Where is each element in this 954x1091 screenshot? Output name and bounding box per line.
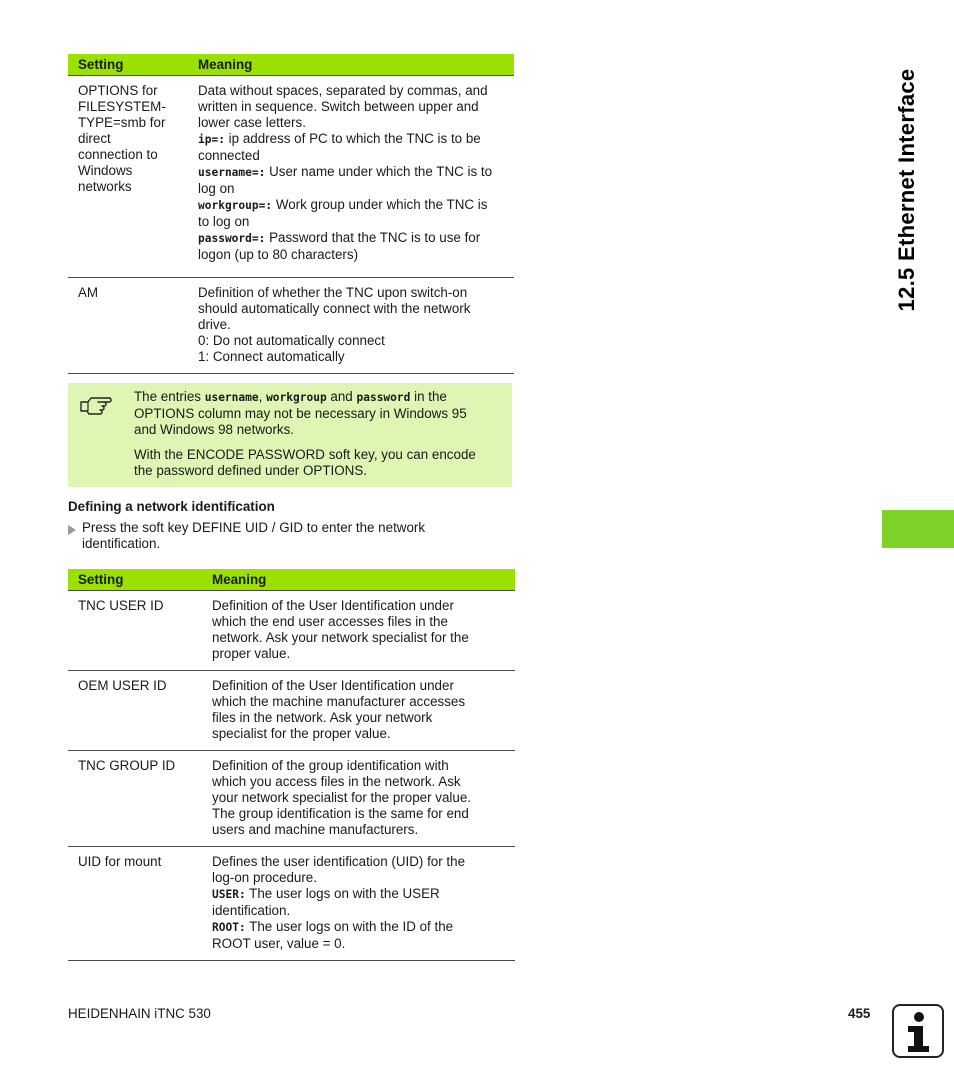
header-setting: Setting <box>68 569 202 591</box>
step-item: Press the soft key DEFINE UID / GID to enter the network identification. <box>68 520 508 552</box>
settings-table-2 <box>68 569 515 961</box>
param-key: ip=: <box>198 133 225 146</box>
table-row <box>68 76 514 278</box>
meaning-cell: Definition of the group identification with which you access files in the network. Ask your network specialist for the proper value. The group identification is the same for end users and machine manufacturers. <box>202 751 515 847</box>
header-setting: Setting <box>68 54 188 76</box>
table-row <box>68 591 515 671</box>
setting-cell: OPTIONS for FILESYSTEM- TYPE=smb for direct connection to Windows networks <box>68 76 188 278</box>
setting-cell: AM <box>68 278 188 374</box>
note-box <box>68 383 512 487</box>
page-number: 455 <box>848 1006 871 1021</box>
header-meaning: Meaning <box>188 54 514 76</box>
info-icon <box>892 1004 944 1058</box>
note-paragraph-1: The entries username, workgroup and password in the OPTIONS column may not be necessary in Windows 95 and Windows 98 networks. <box>134 389 467 437</box>
param-key: password=: <box>198 232 266 245</box>
param-key: username=: <box>198 166 266 179</box>
chapter-tab <box>882 510 954 548</box>
settings-table-1 <box>68 54 514 374</box>
param-key: USER: <box>212 888 246 901</box>
setting-cell: UID for mount <box>68 847 202 961</box>
table-row <box>68 847 515 961</box>
setting-cell: TNC GROUP ID <box>68 751 202 847</box>
param-key: workgroup=: <box>198 199 273 212</box>
param-key: ROOT: <box>212 921 246 934</box>
note-paragraph-2: With the ENCODE PASSWORD soft key, you can encode the password defined under OPTIONS. <box>134 447 476 478</box>
footer-product: HEIDENHAIN iTNC 530 <box>68 1006 211 1021</box>
section-heading: Defining a network identification <box>68 499 275 514</box>
note-text <box>134 389 504 488</box>
table-row <box>68 671 515 751</box>
meaning-cell: Definition of whether the TNC upon switch-on should automatically connect with the network drive. 0: Do not automatically connect 1: Connect automatically <box>188 278 514 374</box>
pointing-hand-icon <box>80 393 112 419</box>
step-arrow-icon <box>68 523 76 539</box>
setting-cell: TNC USER ID <box>68 591 202 671</box>
meaning-cell: Definition of the User Identification under which the machine manufacturer accesses files in the network. Ask your network specialist for the proper value. <box>202 671 515 751</box>
meaning-cell: Data without spaces, separated by commas, and written in sequence. Switch between upper and lower case letters. ip=: ip address of PC to which the TNC is to be connected username=: User name under which the TNC is to log on workgroup=: Work group under which the TNC is to log on password=: Password that the TNC is to use for logon (up to 80 characters) <box>188 76 514 278</box>
table-header-row <box>68 54 514 76</box>
table-header-row <box>68 569 515 591</box>
chapter-side-title: 12.5 Ethernet Interface <box>894 68 919 312</box>
header-meaning: Meaning <box>202 569 515 591</box>
meaning-cell: Definition of the User Identification under which the end user accesses files in the network. Ask your network specialist for the proper value. <box>202 591 515 671</box>
setting-cell: OEM USER ID <box>68 671 202 751</box>
table-row <box>68 278 514 374</box>
meaning-cell: Defines the user identification (UID) for the log-on procedure. USER: The user logs on with the USER identification. ROOT: The user logs on with the ID of the ROOT user, value = 0. <box>202 847 515 961</box>
table-row <box>68 751 515 847</box>
